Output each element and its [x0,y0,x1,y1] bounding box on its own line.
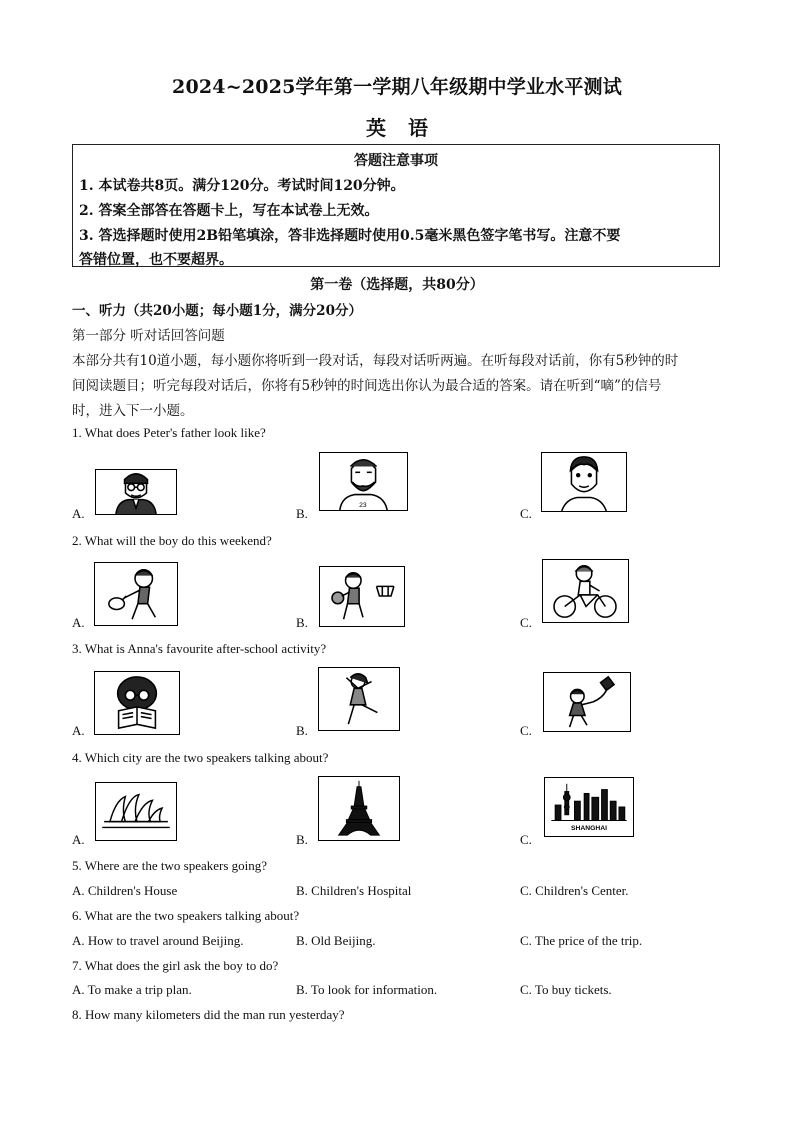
q3-option-c-letter: C. [520,723,532,738]
q3-option-b-letter: B. [296,723,308,738]
question-7: 7. What does the girl ask the boy to do? [72,958,279,973]
girl-flying-kite-picture[interactable] [543,672,631,732]
question-3: 3. What is Anna's favourite after-school activity? [72,641,327,656]
notice-line-2: 2. 答案全部答在答题卡上，写在本试卷上无效。 [79,203,379,219]
q6-option-c: C. The price of the trip. [520,933,643,948]
boy-playing-basketball-picture[interactable] [319,566,405,627]
svg-text:23: 23 [359,502,367,510]
q2-option-a-letter: A. [72,615,85,630]
q4-option-a-letter: A. [72,832,85,847]
shanghai-skyline-picture[interactable] [544,777,634,837]
q5-option-b: B. Children's Hospital [296,883,412,898]
question-4: 4. Which city are the two speakers talking about? [72,750,329,765]
instruction-line-3: 时，进入下一小题。 [72,403,194,419]
exam-subject: 英语 [366,116,450,140]
notice-box [72,144,720,267]
girl-reading-book-picture[interactable] [94,671,180,735]
question-2: 2. What will the boy do this weekend? [72,533,272,548]
shanghai-caption: SHANGHAI [570,825,608,833]
instruction-line-2: 间阅读题目；听完每段对话后，你将有5秒钟的时间选出你认为最合适的答案。请在听到“嘀”的信号 [72,378,662,394]
subsection-heading: 第一部分 听对话回答问题 [72,328,225,344]
boy-riding-bike-picture[interactable] [542,559,629,623]
q4-option-b-letter: B. [296,832,308,847]
q7-option-b: B. To look for information. [296,982,438,997]
q1-option-a-letter: A. [72,506,85,521]
exam-title: 2024~2025学年第一学期八年级期中学业水平测试 [172,76,622,98]
q4-option-c-letter: C. [520,832,532,847]
bearded-man-jersey-23-picture[interactable] [319,452,408,511]
q2-option-b-letter: B. [296,615,308,630]
q6-option-b: B. Old Beijing. [296,933,376,948]
question-6: 6. What are the two speakers talking about? [72,908,300,923]
q1-option-b-letter: B. [296,506,308,521]
q7-option-c: C. To buy tickets. [520,982,612,997]
eiffel-tower-picture[interactable] [318,776,400,841]
notice-title: 答题注意事项 [354,153,438,169]
q5-option-c: C. Children's Center. [520,883,629,898]
q1-option-c-letter: C. [520,506,532,521]
notice-line-1: 1. 本试卷共8页。满分120分。考试时间120分钟。 [79,178,405,194]
boy-playing-badminton-picture[interactable] [94,562,178,626]
girl-dancing-picture[interactable] [318,667,400,731]
part-title: 第一卷（选择题，共80分） [310,277,484,293]
sydney-opera-house-picture[interactable] [95,782,177,841]
section-heading: 一、听力（共20小题；每小题1分，满分20分） [72,303,362,319]
notice-line-3: 3. 答选择题时使用2B铅笔填涂，答非选择题时使用0.5毫米黑色签字笔书写。注意不要 [79,228,621,244]
question-5: 5. Where are the two speakers going? [72,858,268,873]
q5-option-a: A. Children's House [72,883,178,898]
q2-option-c-letter: C. [520,615,532,630]
short-haired-man-picture[interactable] [541,452,627,512]
q6-option-a: A. How to travel around Beijing. [72,933,244,948]
notice-line-4: 答错位置，也不要超界。 [79,252,233,268]
instruction-line-1: 本部分共有10道小题，每小题你将听到一段对话，每段对话听两遍。在听每段对话前，你有5秒钟的时 [72,353,679,369]
q7-option-a: A. To make a trip plan. [72,982,192,997]
q3-option-a-letter: A. [72,723,85,738]
question-1: 1. What does Peter's father look like? [72,425,266,440]
question-8: 8. How many kilometers did the man run yesterday? [72,1007,345,1022]
man-with-glasses-picture[interactable] [95,469,177,515]
